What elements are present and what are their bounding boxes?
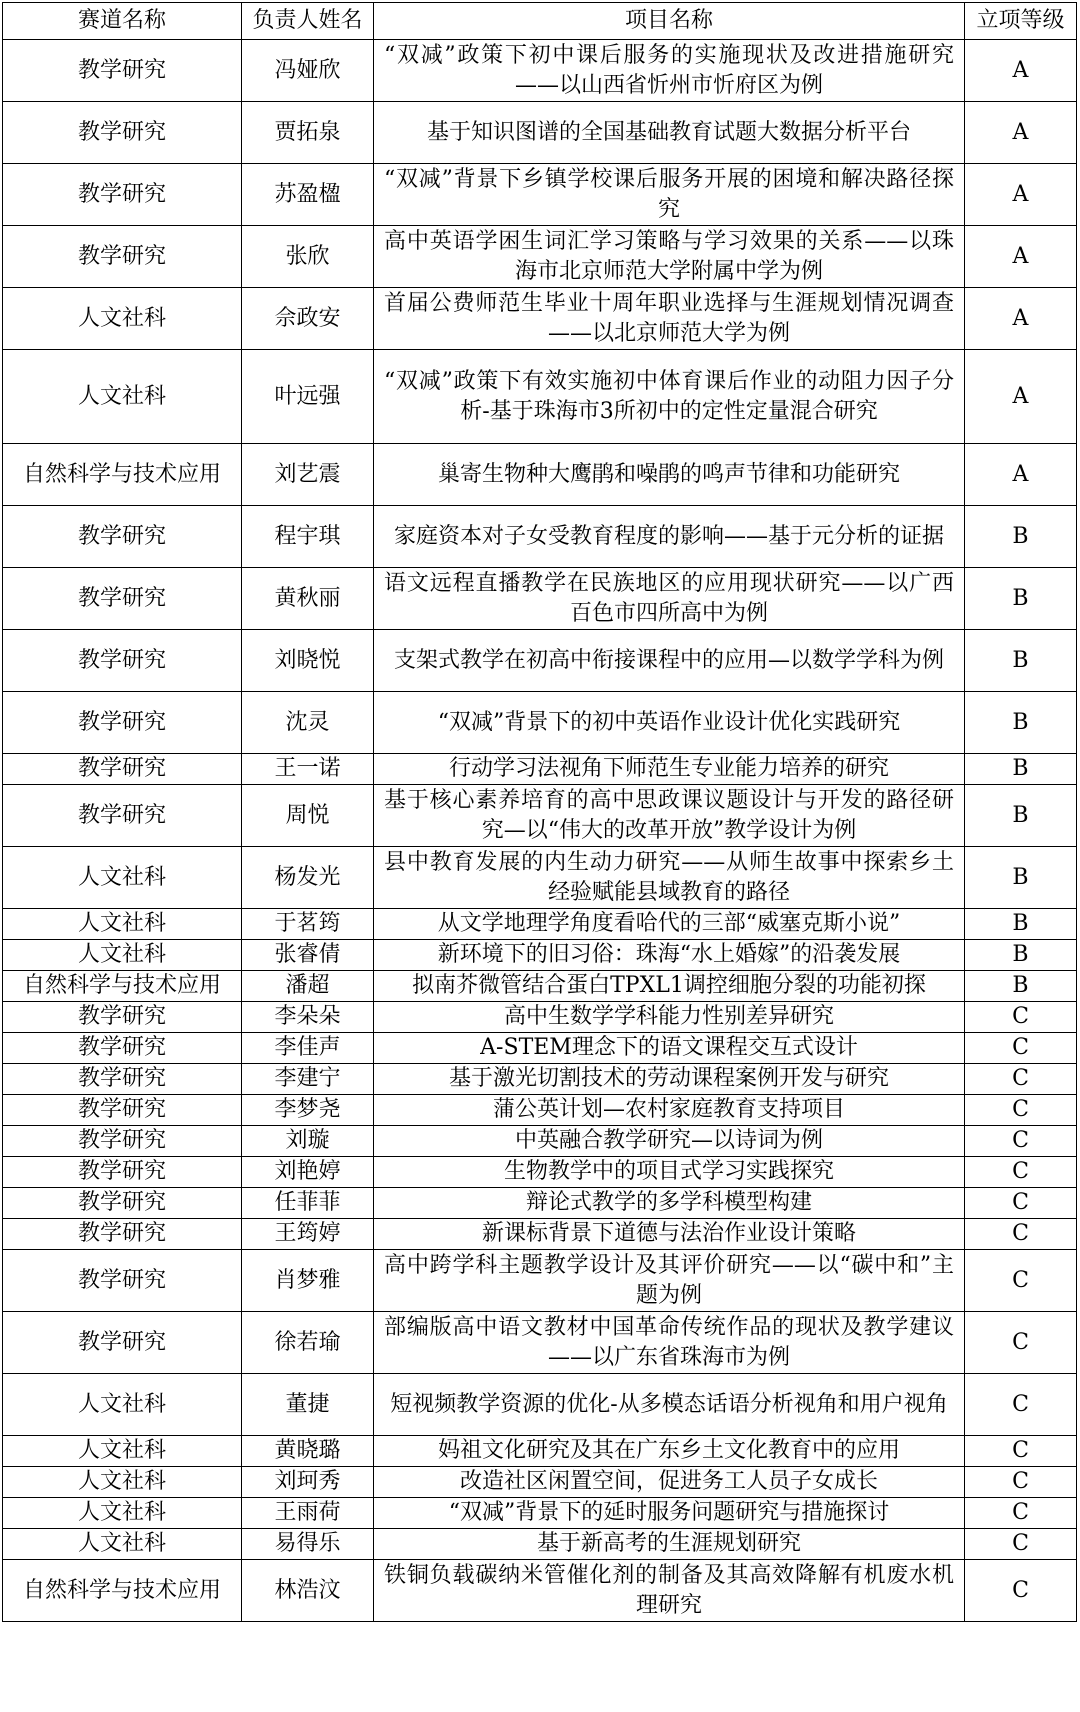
- leader-cell: 易得乐: [242, 1529, 374, 1560]
- leader-cell: 林浩汶: [242, 1560, 374, 1622]
- grade-cell: B: [965, 909, 1077, 940]
- table-row: [3, 1467, 1077, 1498]
- track-cell: 教学研究: [3, 1219, 242, 1250]
- table-row: [3, 909, 1077, 940]
- track-cell: 人文社科: [3, 1436, 242, 1467]
- track-cell: 人文社科: [3, 909, 242, 940]
- track-cell: 教学研究: [3, 1033, 242, 1064]
- table-row: [3, 1436, 1077, 1467]
- grade-cell: B: [965, 568, 1077, 630]
- track-cell: 教学研究: [3, 1250, 242, 1312]
- grade-cell: A: [965, 102, 1077, 164]
- project-title-cell: 家庭资本对子女受教育程度的影响——基于元分析的证据: [374, 506, 965, 568]
- track-cell: 教学研究: [3, 164, 242, 226]
- table-row: [3, 1095, 1077, 1126]
- track-cell: 教学研究: [3, 226, 242, 288]
- project-title-cell: “双减”背景下的延时服务问题研究与措施探讨: [374, 1498, 965, 1529]
- track-cell: 自然科学与技术应用: [3, 971, 242, 1002]
- leader-cell: 张欣: [242, 226, 374, 288]
- grade-cell: B: [965, 506, 1077, 568]
- project-title-cell: A-STEM理念下的语文课程交互式设计: [374, 1033, 965, 1064]
- leader-cell: 潘超: [242, 971, 374, 1002]
- table-row: [3, 164, 1077, 226]
- track-cell: 人文社科: [3, 847, 242, 909]
- grade-cell: C: [965, 1498, 1077, 1529]
- table-row: [3, 568, 1077, 630]
- project-title-cell: “双减”背景下的初中英语作业设计优化实践研究: [374, 692, 965, 754]
- track-cell: 人文社科: [3, 1498, 242, 1529]
- leader-cell: 刘晓悦: [242, 630, 374, 692]
- track-cell: 教学研究: [3, 40, 242, 102]
- grade-cell: A: [965, 40, 1077, 102]
- table-row: [3, 1126, 1077, 1157]
- leader-cell: 刘珂秀: [242, 1467, 374, 1498]
- leader-cell: 李佳声: [242, 1033, 374, 1064]
- project-title-cell: 新课标背景下道德与法治作业设计策略: [374, 1219, 965, 1250]
- grade-cell: B: [965, 754, 1077, 785]
- grade-cell: A: [965, 350, 1077, 444]
- project-title-cell: 支架式教学在初高中衔接课程中的应用—以数学学科为例: [374, 630, 965, 692]
- project-title-cell: 新环境下的旧习俗：珠海“水上婚嫁”的沿袭发展: [374, 940, 965, 971]
- track-cell: 人文社科: [3, 288, 242, 350]
- project-title-cell: “双减”政策下有效实施初中体育课后作业的动阻力因子分析-基于珠海市3所初中的定性定量混合研究: [374, 350, 965, 444]
- leader-cell: 张睿倩: [242, 940, 374, 971]
- project-title-cell: 语文远程直播教学在民族地区的应用现状研究——以广西百色市四所高中为例: [374, 568, 965, 630]
- table-row: [3, 1529, 1077, 1560]
- project-table-container: [2, 2, 1076, 1622]
- leader-cell: 肖梦雅: [242, 1250, 374, 1312]
- track-cell: 教学研究: [3, 754, 242, 785]
- leader-cell: 叶远强: [242, 350, 374, 444]
- table-row: [3, 1157, 1077, 1188]
- table-row: [3, 630, 1077, 692]
- table-body: [3, 40, 1077, 1622]
- header-project: 项目名称: [374, 3, 965, 40]
- track-cell: 人文社科: [3, 1374, 242, 1436]
- table-row: [3, 226, 1077, 288]
- table-row: [3, 288, 1077, 350]
- table-row: [3, 692, 1077, 754]
- grade-cell: C: [965, 1374, 1077, 1436]
- track-cell: 教学研究: [3, 785, 242, 847]
- track-cell: 教学研究: [3, 102, 242, 164]
- project-title-cell: 基于知识图谱的全国基础教育试题大数据分析平台: [374, 102, 965, 164]
- grade-cell: A: [965, 444, 1077, 506]
- table-row: [3, 1374, 1077, 1436]
- grade-cell: C: [965, 1312, 1077, 1374]
- table-row: [3, 847, 1077, 909]
- project-title-cell: “双减”政策下初中课后服务的实施现状及改进措施研究——以山西省忻州市忻府区为例: [374, 40, 965, 102]
- grade-cell: A: [965, 288, 1077, 350]
- project-title-cell: 基于新高考的生涯规划研究: [374, 1529, 965, 1560]
- grade-cell: C: [965, 1219, 1077, 1250]
- track-cell: 人文社科: [3, 1529, 242, 1560]
- project-title-cell: 辩论式教学的多学科模型构建: [374, 1188, 965, 1219]
- table-row: [3, 40, 1077, 102]
- track-cell: 教学研究: [3, 568, 242, 630]
- project-title-cell: 高中英语学困生词汇学习策略与学习效果的关系——以珠海市北京师范大学附属中学为例: [374, 226, 965, 288]
- track-cell: 教学研究: [3, 1126, 242, 1157]
- grade-cell: C: [965, 1436, 1077, 1467]
- project-title-cell: 行动学习法视角下师范生专业能力培养的研究: [374, 754, 965, 785]
- grade-cell: B: [965, 630, 1077, 692]
- grade-cell: B: [965, 785, 1077, 847]
- table-row: [3, 1064, 1077, 1095]
- track-cell: 人文社科: [3, 350, 242, 444]
- table-row: [3, 1188, 1077, 1219]
- table-row: [3, 1219, 1077, 1250]
- leader-cell: 徐若瑜: [242, 1312, 374, 1374]
- grade-cell: C: [965, 1002, 1077, 1033]
- project-title-cell: 中英融合教学研究—以诗词为例: [374, 1126, 965, 1157]
- project-title-cell: 短视频教学资源的优化-从多模态话语分析视角和用户视角: [374, 1374, 965, 1436]
- leader-cell: 刘艺震: [242, 444, 374, 506]
- table-row: [3, 102, 1077, 164]
- track-cell: 教学研究: [3, 1188, 242, 1219]
- leader-cell: 贾拓泉: [242, 102, 374, 164]
- header-leader: 负责人姓名: [242, 3, 374, 40]
- grade-cell: B: [965, 847, 1077, 909]
- grade-cell: A: [965, 164, 1077, 226]
- table-row: [3, 1033, 1077, 1064]
- leader-cell: 李朵朵: [242, 1002, 374, 1033]
- leader-cell: 刘艳婷: [242, 1157, 374, 1188]
- track-cell: 人文社科: [3, 1467, 242, 1498]
- grade-cell: B: [965, 692, 1077, 754]
- leader-cell: 李建宁: [242, 1064, 374, 1095]
- leader-cell: 周悦: [242, 785, 374, 847]
- leader-cell: 苏盈楹: [242, 164, 374, 226]
- track-cell: 教学研究: [3, 1157, 242, 1188]
- table-row: [3, 1312, 1077, 1374]
- project-title-cell: 拟南芥微管结合蛋白TPXL1调控细胞分裂的功能初探: [374, 971, 965, 1002]
- project-title-cell: 铁铜负载碳纳米管催化剂的制备及其高效降解有机废水机理研究: [374, 1560, 965, 1622]
- table-row: [3, 1498, 1077, 1529]
- grade-cell: C: [965, 1064, 1077, 1095]
- grade-cell: C: [965, 1095, 1077, 1126]
- grade-cell: C: [965, 1250, 1077, 1312]
- project-title-cell: 部编版高中语文教材中国革命传统作品的现状及教学建议——以广东省珠海市为例: [374, 1312, 965, 1374]
- leader-cell: 程宇琪: [242, 506, 374, 568]
- project-title-cell: 县中教育发展的内生动力研究——从师生故事中探索乡土经验赋能县域教育的路径: [374, 847, 965, 909]
- project-title-cell: 高中生数学学科能力性别差异研究: [374, 1002, 965, 1033]
- leader-cell: 刘璇: [242, 1126, 374, 1157]
- grade-cell: C: [965, 1560, 1077, 1622]
- track-cell: 教学研究: [3, 1064, 242, 1095]
- project-title-cell: 基于激光切割技术的劳动课程案例开发与研究: [374, 1064, 965, 1095]
- track-cell: 教学研究: [3, 1095, 242, 1126]
- track-cell: 教学研究: [3, 630, 242, 692]
- track-cell: 教学研究: [3, 1002, 242, 1033]
- project-title-cell: 蒲公英计划—农村家庭教育支持项目: [374, 1095, 965, 1126]
- project-title-cell: 巢寄生物种大鹰鹃和噪鹃的鸣声节律和功能研究: [374, 444, 965, 506]
- project-title-cell: 从文学地理学角度看哈代的三部“威塞克斯小说”: [374, 909, 965, 940]
- grade-cell: C: [965, 1126, 1077, 1157]
- grade-cell: C: [965, 1157, 1077, 1188]
- table-row: [3, 1002, 1077, 1033]
- table-row: [3, 444, 1077, 506]
- table-row: [3, 1560, 1077, 1622]
- table-row: [3, 785, 1077, 847]
- grade-cell: C: [965, 1033, 1077, 1064]
- leader-cell: 黄秋丽: [242, 568, 374, 630]
- table-row: [3, 940, 1077, 971]
- project-title-cell: “双减”背景下乡镇学校课后服务开展的困境和解决路径探究: [374, 164, 965, 226]
- table-row: [3, 350, 1077, 444]
- project-list-table: [2, 2, 1077, 1622]
- table-row: [3, 754, 1077, 785]
- leader-cell: 李梦尧: [242, 1095, 374, 1126]
- project-title-cell: 生物教学中的项目式学习实践探究: [374, 1157, 965, 1188]
- grade-cell: C: [965, 1188, 1077, 1219]
- header-grade: 立项等级: [965, 3, 1077, 40]
- track-cell: 自然科学与技术应用: [3, 1560, 242, 1622]
- leader-cell: 王一诺: [242, 754, 374, 785]
- grade-cell: B: [965, 940, 1077, 971]
- table-row: [3, 971, 1077, 1002]
- leader-cell: 黄晓璐: [242, 1436, 374, 1467]
- table-row: [3, 506, 1077, 568]
- project-title-cell: 基于核心素养培育的高中思政课议题设计与开发的路径研究—以“伟大的改革开放”教学设计为例: [374, 785, 965, 847]
- project-title-cell: 妈祖文化研究及其在广东乡土文化教育中的应用: [374, 1436, 965, 1467]
- table-row: [3, 1250, 1077, 1312]
- leader-cell: 沈灵: [242, 692, 374, 754]
- track-cell: 人文社科: [3, 940, 242, 971]
- leader-cell: 杨发光: [242, 847, 374, 909]
- project-title-cell: 改造社区闲置空间，促进务工人员子女成长: [374, 1467, 965, 1498]
- track-cell: 教学研究: [3, 692, 242, 754]
- track-cell: 教学研究: [3, 506, 242, 568]
- header-row: [3, 3, 1077, 40]
- project-title-cell: 首届公费师范生毕业十周年职业选择与生涯规划情况调查 ——以北京师范大学为例: [374, 288, 965, 350]
- leader-cell: 佘政安: [242, 288, 374, 350]
- track-cell: 教学研究: [3, 1312, 242, 1374]
- grade-cell: A: [965, 226, 1077, 288]
- leader-cell: 任菲菲: [242, 1188, 374, 1219]
- project-title-cell: 高中跨学科主题教学设计及其评价研究——以“碳中和”主题为例: [374, 1250, 965, 1312]
- leader-cell: 王筠婷: [242, 1219, 374, 1250]
- leader-cell: 王雨荷: [242, 1498, 374, 1529]
- table-header: [3, 3, 1077, 40]
- grade-cell: B: [965, 971, 1077, 1002]
- header-track: 赛道名称: [3, 3, 242, 40]
- leader-cell: 冯娅欣: [242, 40, 374, 102]
- track-cell: 自然科学与技术应用: [3, 444, 242, 506]
- grade-cell: C: [965, 1467, 1077, 1498]
- leader-cell: 董捷: [242, 1374, 374, 1436]
- grade-cell: C: [965, 1529, 1077, 1560]
- leader-cell: 于茗筠: [242, 909, 374, 940]
